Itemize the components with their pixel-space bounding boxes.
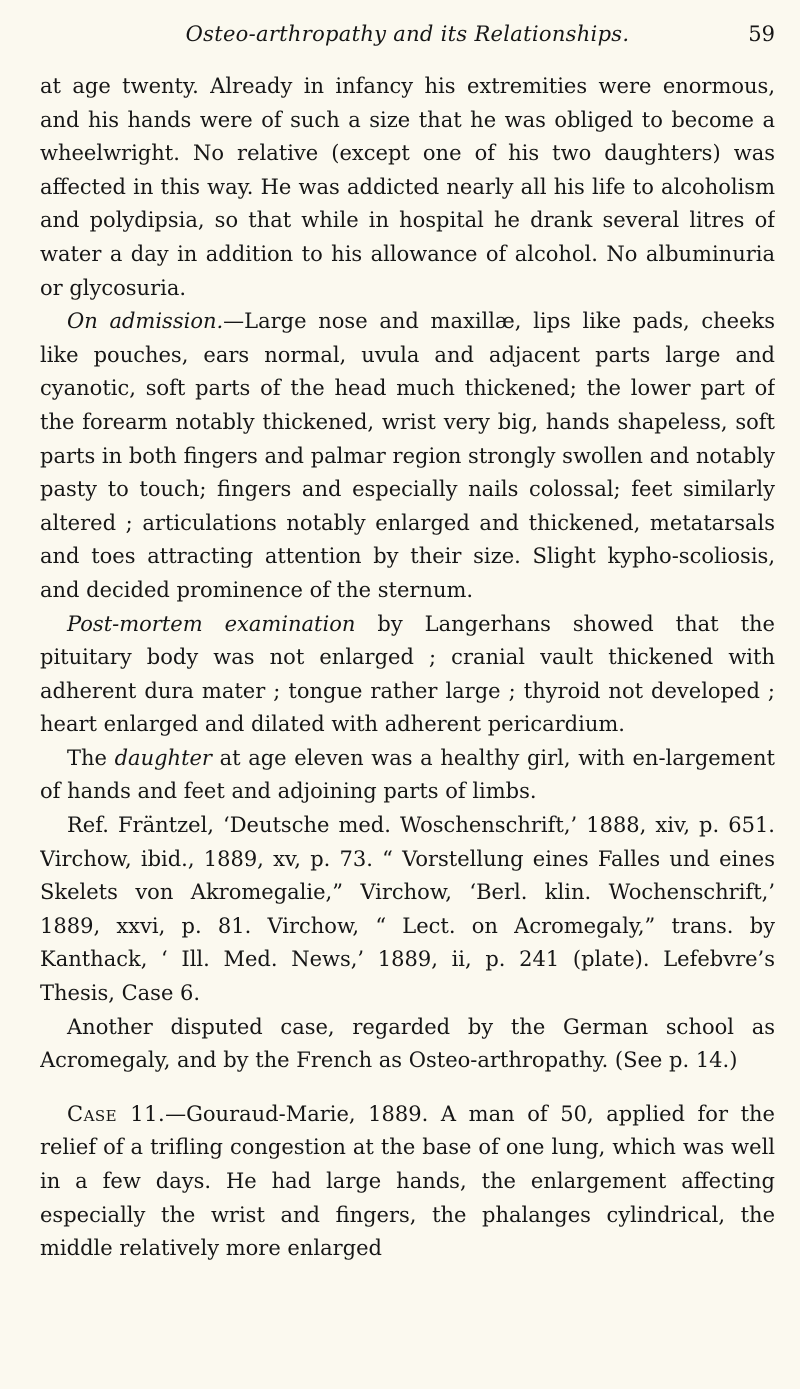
paragraph-post-mortem <box>40 608 775 742</box>
paragraph-daughter <box>40 742 775 809</box>
section-lead-daughter: daughter <box>114 745 212 770</box>
running-title: Osteo-arthropathy and its Relationships. <box>185 22 630 46</box>
paragraph-case-11 <box>40 1098 775 1266</box>
paragraph-references <box>40 809 775 1011</box>
paragraph-text: at age twenty. Already in infancy his extremities were enormous, and his hands were of such a size that he was obliged to become a wheelwright. No relative (except one of his two daughters) was affected in this way. He was addicted nearly all his life to alcoholism and polydipsia, so that while in hospital he drank several litres of water a day in addition to his allowance of alcohol. No albuminuria or glycosuria. <box>40 74 775 300</box>
paragraph-text: —Gouraud-Marie, 1889. A man of 50, applied for the relief of a trifling congestion at the base of one lung, which was well in a few days. He had large hands, the enlargement affecting especially the wrist and fingers, the phalanges cylindrical, the middle relatively more enlarged <box>40 1101 775 1261</box>
section-lead-on-admission: On admission. <box>67 309 224 334</box>
paragraph-text: Another disputed case, regarded by the German school as Acromegaly, and by the French as Osteo-arthropathy. (See p. 14.) <box>40 1014 775 1073</box>
paragraph-on-admission <box>40 305 775 607</box>
body-text <box>40 70 775 1266</box>
references-text: Ref. Fräntzel, ‘Deutsche med. Woschenschrift,’ 1888, xiv, p. 651. Virchow, ibid., 1889, xv, p. 73. “ Vorstellung eines Falles und eines Skelets von Akromegalie,” Virchow, ‘Berl. klin. Wochenschrift,’ 1889, xxvi, p. 81. Virchow, “ Lect. on Acromegaly,” trans. by Kanthack, ‘ Ill. Med. News,’ 1889, ii, p. 241 (plate). Lefebvre’s Thesis, Case 6. <box>40 813 775 1006</box>
book-page <box>40 10 775 1380</box>
paragraph-text: by Langerhans showed that the pituitary body was not enlarged ; cranial vault thickened with adherent dura mater ; tongue rather large ; thyroid not developed ; heart enlarged and dilated with adherent pericardium. <box>40 611 775 737</box>
section-lead-post-mortem: Post-mortem examination <box>67 611 356 636</box>
paragraph-text: at age eleven was a healthy girl, with en-largement of hands and feet and adjoining parts of limbs. <box>40 745 775 804</box>
paragraph-text-pre: The <box>67 745 115 770</box>
running-head <box>40 10 775 52</box>
paragraph-text: —Large nose and maxillæ, lips like pads, cheeks like pouches, ears normal, uvula and adjacent parts large and cyanotic, soft parts of the head much thickened; the lower part of the forearm notably thickened, wrist very big, hands shapeless, soft parts in both fingers and palmar region strongly swollen and notably pasty to touch; fingers and especially nails colossal; feet similarly altered ; articulations notably enlarged and thickened, metatarsals and toes attracting attention by their size. Slight kypho-scoliosis, and decided prominence of the sternum. <box>40 309 775 602</box>
case-heading: Case 11. <box>67 1101 166 1126</box>
page-number: 59 <box>748 22 775 46</box>
paragraph-continuation <box>40 70 775 305</box>
paragraph-disputed-case <box>40 1011 775 1078</box>
